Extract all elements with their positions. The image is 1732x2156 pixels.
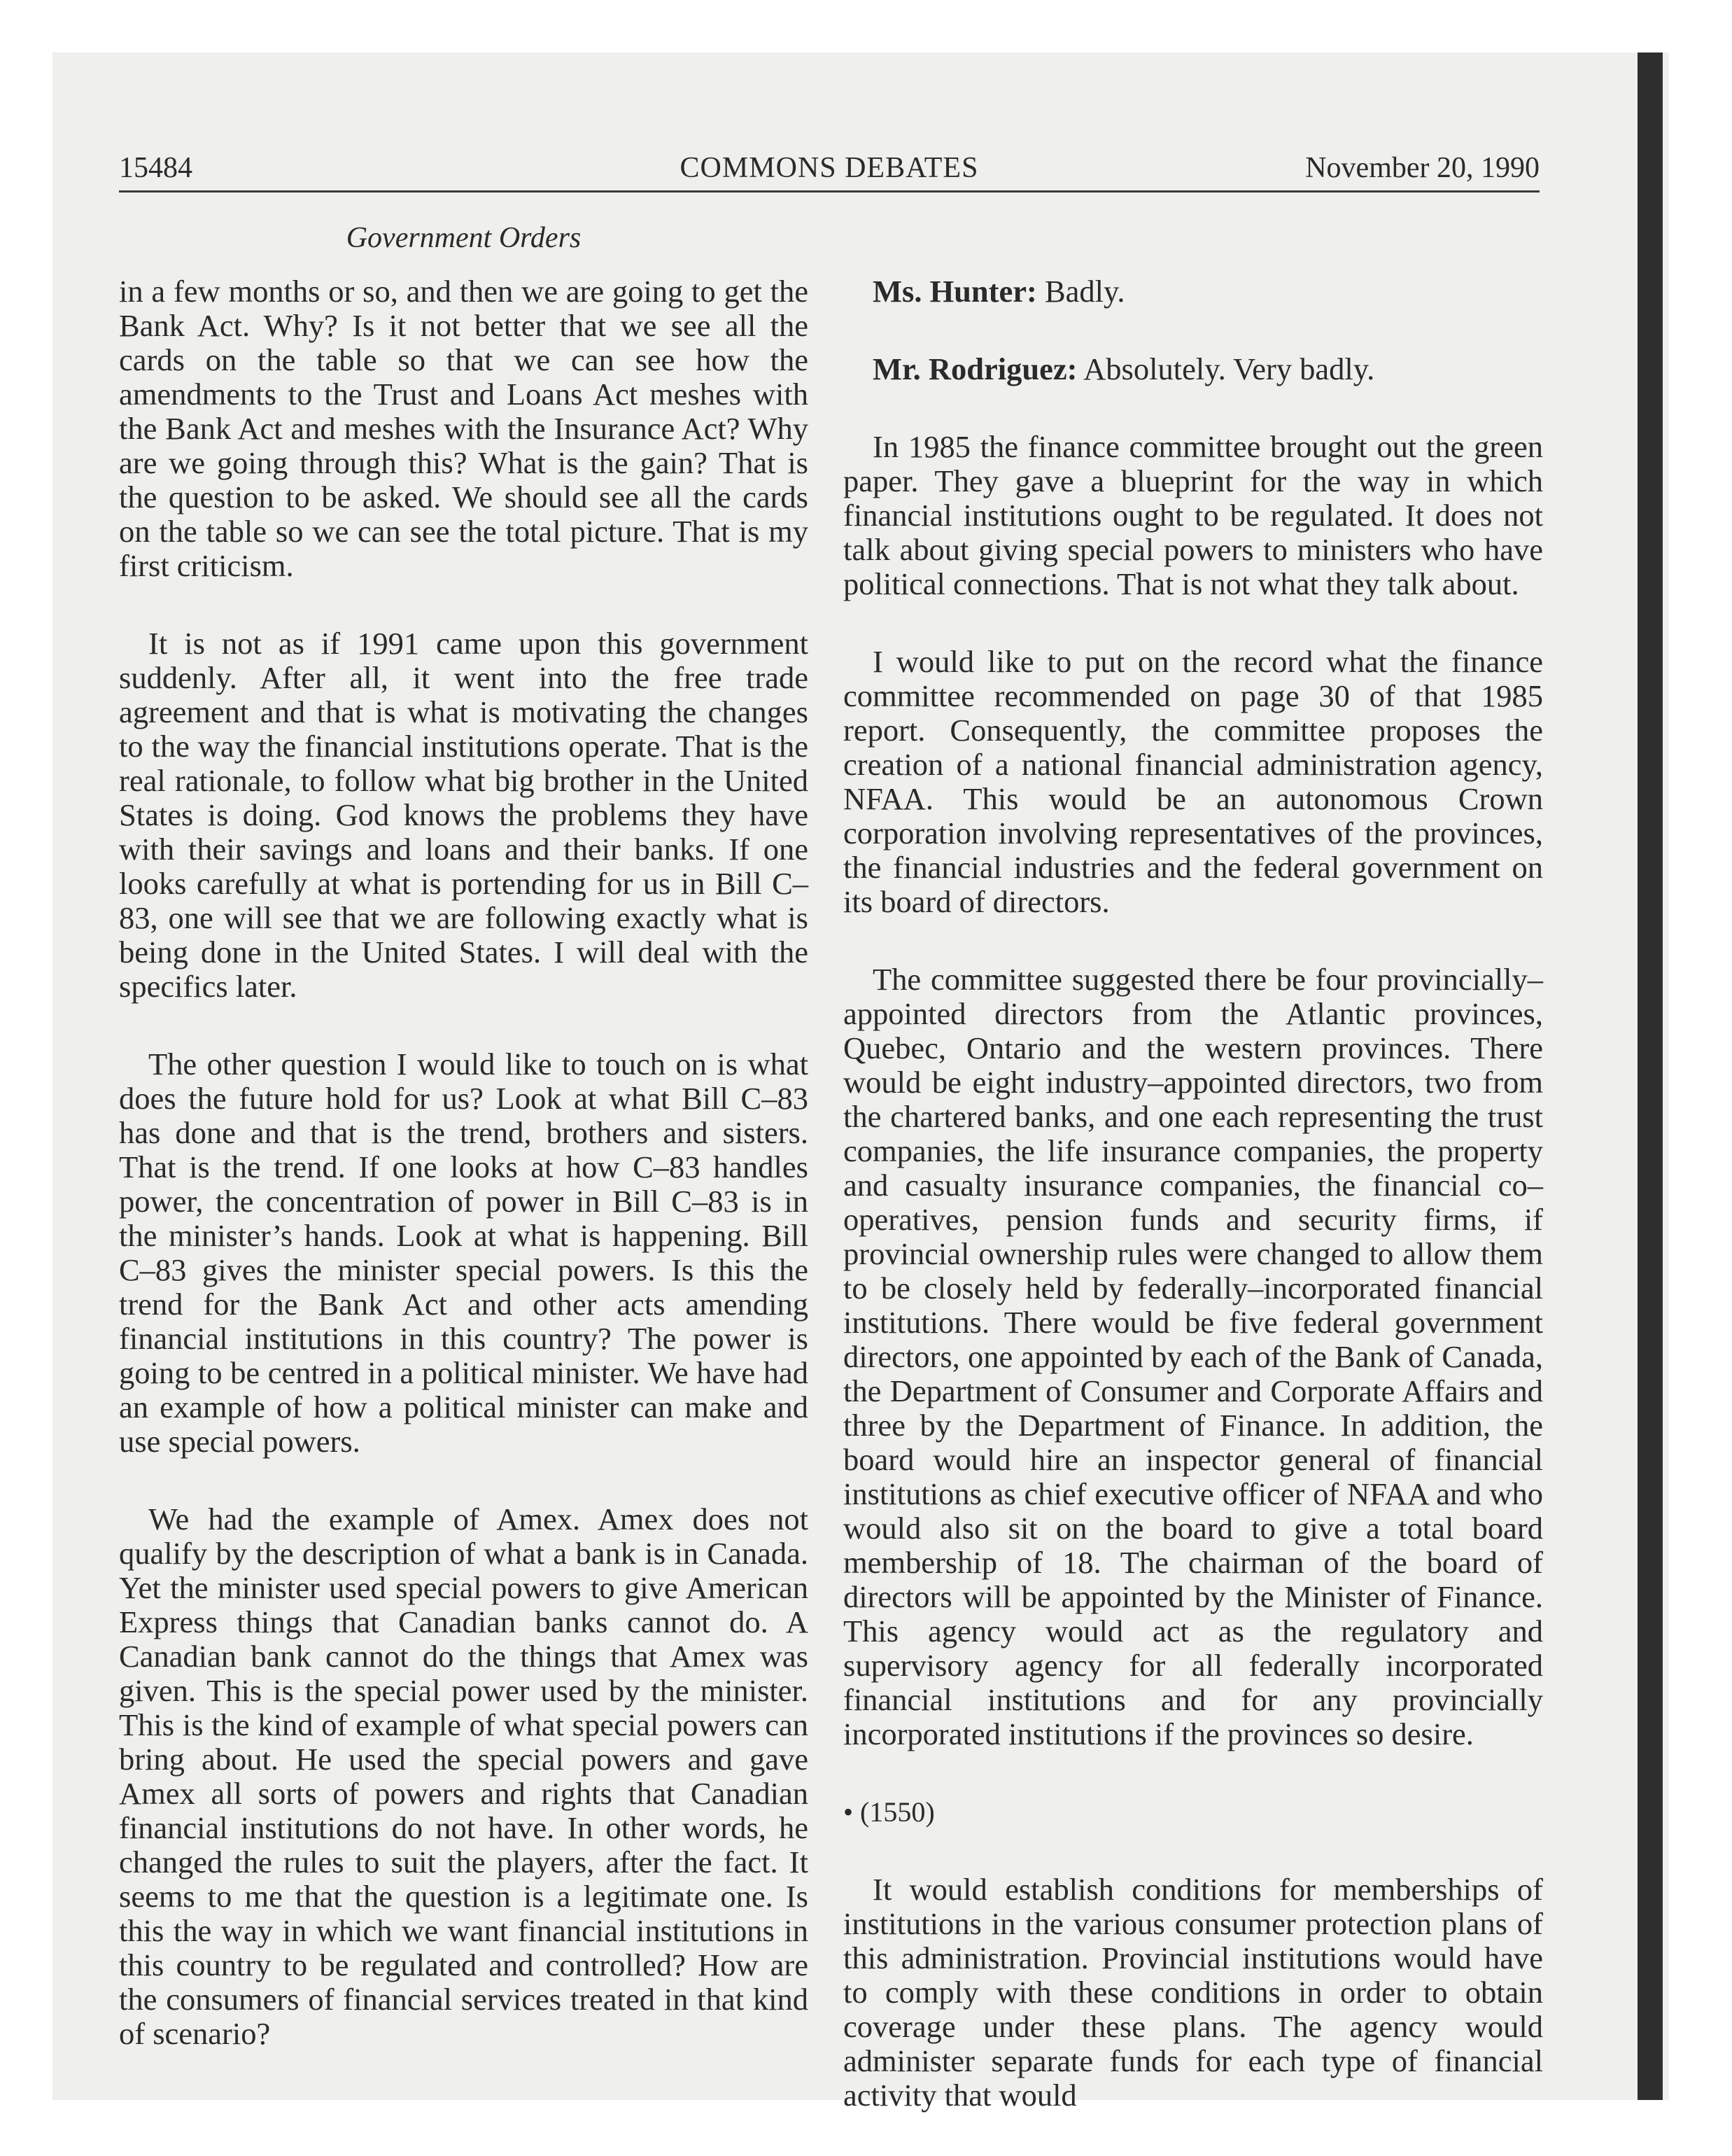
paragraph: We had the example of Amex. Amex does not qualify by the description of what a bank is in Canada. Yet the minister used special powers to give American Express things that Canadian banks cannot do. A Canadian bank cannot do the things that Amex was given. This is the special power used by the minister. This is the kind of example of what special powers can bring about. He used the special powers and gave Amex all sorts of powers and rights that Canadian financial institutions do not have. In other words, he changed the rules to suit the players, after the fact. It seems to me that the question is a legitimate one. Is this the way in which we want financial institutions in this country to be regulated and controlled? How are the consumers of financial services treated in that kind of scenario? xyxy=(119,1502,808,2051)
section-title: Government Orders xyxy=(346,222,582,254)
page-number: 15484 xyxy=(119,152,192,184)
paragraph: It is not as if 1991 came upon this government suddenly. After all, it went into the free trade agreement and that is what is motivating the changes to the way the financial institutions operate. That is the real rationale, to follow what big brother in the United States is doing. God knows the problems they have with their savings and loans and their banks. If one looks carefully at what is portending for us in Bill C–83, one will see that we are following exactly what is being done in the United States. I will deal with the specifics later. xyxy=(119,626,808,1004)
speech-entry xyxy=(843,274,1543,309)
right-column xyxy=(843,274,1543,2156)
paragraph: I would like to put on the record what the finance committee recommended on page 30 of that 1985 report. Consequently, the committee proposes the creation of a national financial administration agency, NFAA. This would be an autonomous Crown corporation involving representatives of the provinces, the financial industries and the federal government on its board of directors. xyxy=(843,644,1543,919)
page-header xyxy=(119,140,1540,192)
timestamp: • (1550) xyxy=(843,1796,935,1828)
speaker-name: Ms. Hunter: xyxy=(873,274,1037,309)
publication-title: COMMONS DEBATES xyxy=(680,152,979,184)
speech-text: Badly. xyxy=(1036,274,1125,309)
paragraph: in a few months or so, and then we are going to get the Bank Act. Why? Is it not better that we see all the cards on the table so that we can see how the amendments to the Trust and Loans Act meshes with the Bank Act and meshes with the Insurance Act? Why are we going through this? What is the gain? That is the question to be asked. We should see all the cards on the table so we can see the total picture. That is my first criticism. xyxy=(119,274,808,583)
paragraph: The other question I would like to touch on is what does the future hold for us? Look at what Bill C–83 has done and that is the trend, brothers and sisters. That is the trend. If one looks at how C–83 handles power, the concentration of power in Bill C–83 is in the minister’s hands. Look at what is happening. Bill C–83 gives the minister special powers. Is this the trend for the Bank Act and other acts amending financial institutions in this country? The power is going to be centred in a political minister. We have had an example of how a political minister can make and use special powers. xyxy=(119,1046,808,1459)
speaker-name: Mr. Rodriguez: xyxy=(873,351,1078,386)
speech-text: Absolutely. Very badly. xyxy=(1077,351,1375,386)
paragraph: The committee suggested there be four provincially–appointed directors from the Atlantic provinces, Quebec, Ontario and the western provinces. There would be eight industry–appointed directors, two from the chartered banks, and one each representing the trust companies, the life insurance companies, the property and casualty insurance companies, the financial co–operatives, pension funds and security firms, if provincial ownership rules were changed to allow them to be closely held by federally–incorporated financial institutions. There would be five federal government directors, one appointed by each of the Bank of Canada, the Department of Consumer and Corporate Affairs and three by the Department of Finance. In addition, the board would hire an inspector general of financial institutions as chief executive officer of NFAA and who would also sit on the board to give a total board membership of 18. The chairman of the board of directors will be appointed by the Minister of Finance. This agency would act as the regulatory and supervisory agency for all federally incorporated financial institutions and for any provincially incorporated institutions if the provinces so desire. xyxy=(843,962,1543,1751)
paragraph: In 1985 the finance committee brought out the green paper. They gave a blueprint for the way in which financial institutions ought to be regulated. It does not talk about giving special powers to ministers who have political connections. That is not what they talk about. xyxy=(843,429,1543,601)
paragraph: It would establish conditions for memberships of institutions in the various consumer protection plans of this administration. Provincial institutions would have to comply with these conditions in order to obtain coverage under these plans. The agency would administer separate funds for each type of financial activity that would xyxy=(843,1872,1543,2113)
left-column xyxy=(119,274,808,2094)
header-date: November 20, 1990 xyxy=(1305,152,1540,184)
speech-entry xyxy=(843,352,1543,386)
page-edge-shadow xyxy=(1638,52,1663,2100)
